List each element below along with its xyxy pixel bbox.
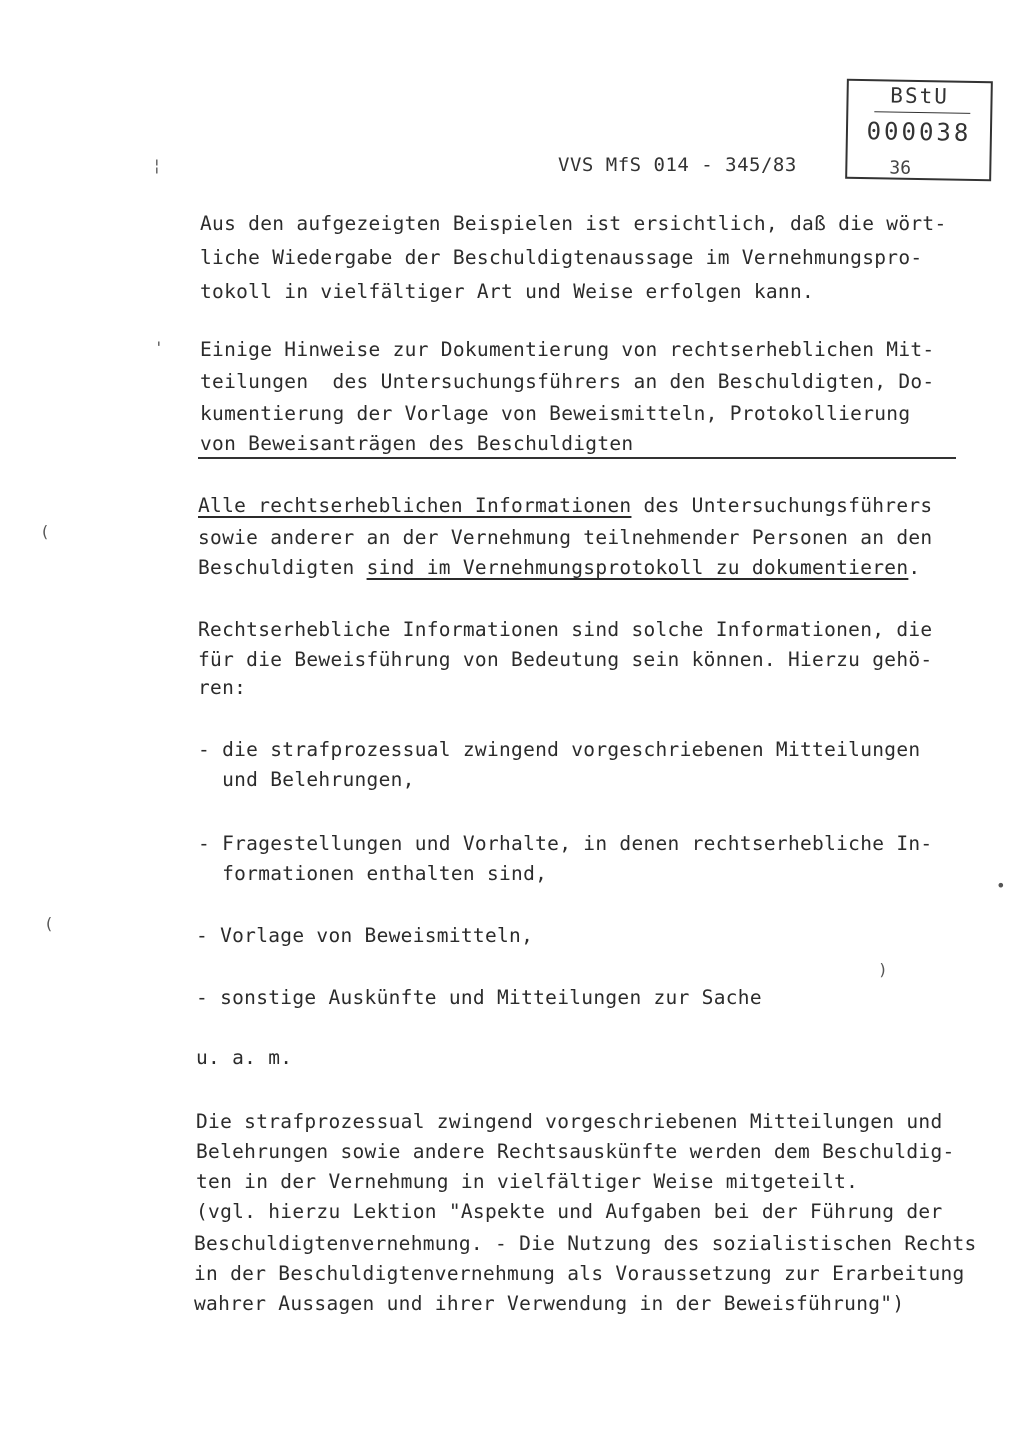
list-item-line: - sonstige Auskünfte und Mitteilungen zur Sache (196, 986, 762, 1009)
stamp-title: BStU (890, 83, 950, 109)
scan-mark: ¦ (152, 156, 162, 175)
paragraph-line: Rechtserhebliche Informationen sind solche Informationen, die (198, 618, 933, 641)
stamp-divider (874, 111, 970, 114)
paragraph-line: tokoll in vielfältiger Art und Weise erfolgen kann. (200, 280, 815, 303)
stamp-page-number: 36 (889, 157, 912, 179)
text-run: . (908, 556, 921, 579)
text-run: Beschuldigten (198, 556, 367, 579)
paragraph-line: in der Beschuldigtenvernehmung als Voraussetzung zur Erarbeitung (194, 1262, 965, 1285)
paragraph-line: wahrer Aussagen und ihrer Verwendung in der Beweisführung") (194, 1292, 905, 1315)
abbreviation-line: u. a. m. (196, 1046, 293, 1069)
paragraph-line: (vgl. hierzu Lektion "Aspekte und Aufgaben bei der Führung der (196, 1200, 943, 1223)
list-item-line: und Belehrungen, (198, 768, 415, 791)
scan-mark: ( (44, 914, 54, 933)
list-item-line: - Fragestellungen und Vorhalte, in denen rechtserhebliche In- (198, 832, 933, 855)
stamp-number: 000038 (866, 117, 972, 147)
archive-stamp (845, 79, 993, 182)
paragraph-line: ren: (198, 676, 247, 699)
paragraph-line: Die strafprozessual zwingend vorgeschriebenen Mitteilungen und (196, 1110, 943, 1133)
paragraph-line: Beschuldigtenvernehmung. - Die Nutzung des sozialistischen Rechts (194, 1232, 977, 1255)
section-heading-line: teilungen des Untersuchungsführers an den Beschuldigten, Do- (200, 370, 935, 393)
paragraph-line (198, 556, 920, 579)
document-reference: VVS MfS 014 - 345/83 (558, 154, 797, 176)
list-item-line: - Vorlage von Beweismitteln, (196, 924, 534, 947)
underlined-phrase: Alle rechtserheblichen Informationen (198, 494, 632, 517)
scan-mark: ' (154, 338, 164, 357)
paragraph-line (198, 494, 932, 517)
underlined-phrase: sind im Vernehmungsprotokoll zu dokumentieren (366, 556, 909, 579)
paragraph-line: Belehrungen sowie andere Rechtsauskünfte werden dem Beschuldig- (196, 1140, 955, 1163)
paragraph-line: sowie anderer an der Vernehmung teilnehmender Personen an den (198, 526, 933, 549)
paragraph-line: ten in der Vernehmung in vielfältiger Weise mitgeteilt. (196, 1170, 859, 1193)
section-heading-line: Einige Hinweise zur Dokumentierung von rechtserheblichen Mit- (200, 338, 935, 361)
heading-underline (198, 457, 956, 459)
scan-mark: ) (878, 960, 888, 979)
paragraph-line: Aus den aufgezeigten Beispielen ist ersichtlich, daß die wört- (200, 212, 947, 235)
text-run: des Untersuchungsführers (631, 494, 933, 517)
scan-mark: • (996, 876, 1006, 895)
paragraph-line: für die Beweisführung von Bedeutung sein können. Hierzu gehö- (198, 648, 933, 671)
paragraph-line: liche Wiedergabe der Beschuldigtenaussage im Vernehmungspro- (200, 246, 923, 269)
section-heading-line: kumentierung der Vorlage von Beweismitteln, Protokollierung (200, 402, 911, 425)
scan-mark: ( (40, 522, 50, 541)
list-item-line: formationen enthalten sind, (198, 862, 548, 885)
list-item-line: - die strafprozessual zwingend vorgeschriebenen Mitteilungen (198, 738, 921, 761)
section-heading-line: von Beweisanträgen des Beschuldigten (200, 432, 634, 455)
